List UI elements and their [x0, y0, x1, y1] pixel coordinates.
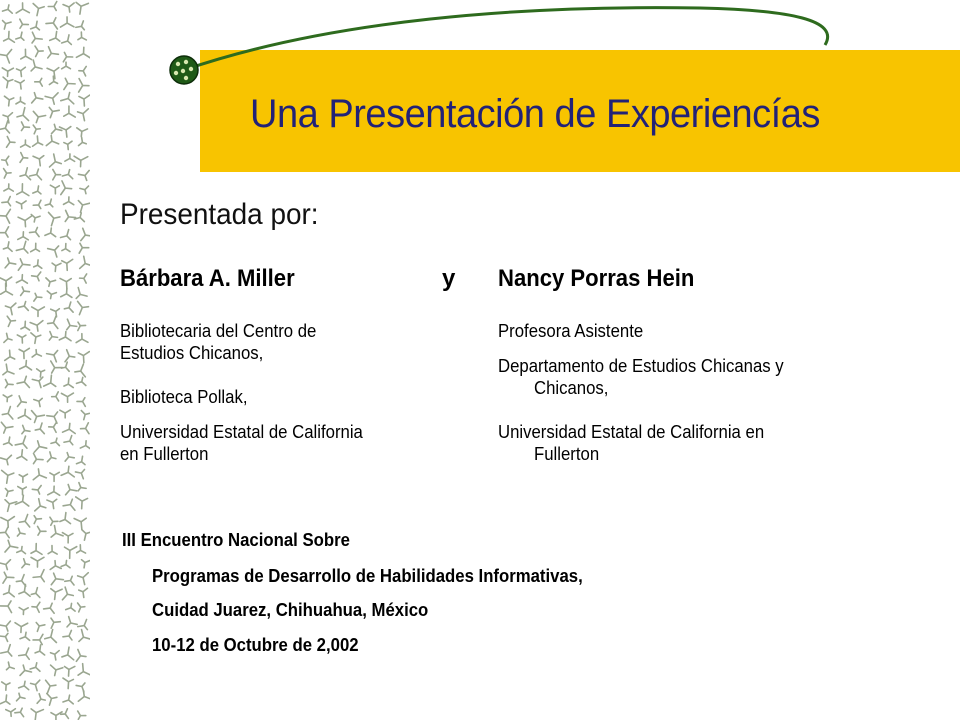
molecule-icon: [170, 56, 198, 84]
pattern-glyph: [62, 533, 73, 543]
pattern-glyph: [76, 334, 88, 343]
pattern-glyph: [2, 407, 13, 419]
pattern-glyph: [60, 127, 71, 138]
conjunction: y: [442, 265, 456, 292]
pattern-glyph: [5, 500, 17, 512]
pattern-glyph: [19, 648, 30, 659]
pattern-glyph: [61, 560, 70, 567]
pattern-glyph: [62, 244, 70, 252]
pattern-glyph: [20, 153, 28, 163]
pattern-glyph: [50, 154, 62, 167]
pattern-glyph: [82, 560, 90, 568]
pattern-glyph: [31, 680, 40, 691]
pattern-glyph: [61, 709, 69, 719]
pattern-glyph: [61, 181, 72, 195]
pattern-glyph: [6, 136, 14, 147]
pattern-glyph: [62, 259, 73, 270]
pattern-glyph: [18, 216, 31, 227]
pattern-glyph: [37, 369, 45, 377]
pattern-glyph: [63, 630, 72, 640]
pattern-glyph: [17, 376, 29, 387]
event-line: Programas de Desarrollo de Habilidades Informativas,: [152, 566, 583, 586]
presenter1-line: Estudios Chicanos,: [120, 343, 264, 363]
pattern-glyph: [51, 438, 59, 445]
pattern-glyph: [76, 497, 88, 509]
pattern-glyph: [30, 169, 42, 180]
pattern-glyph: [63, 678, 73, 688]
pattern-glyph: [78, 573, 89, 585]
pattern-glyph: [1, 455, 12, 464]
pattern-glyph: [32, 602, 40, 612]
pattern-glyph: [16, 201, 26, 209]
pattern-glyph: [2, 682, 10, 690]
pattern-glyph: [76, 288, 87, 299]
pattern-glyph: [22, 559, 30, 568]
pattern-glyph: [78, 352, 89, 363]
pattern-glyph: [5, 540, 18, 552]
pattern-glyph: [45, 199, 53, 207]
pattern-glyph: [19, 607, 28, 614]
pattern-glyph: [33, 125, 40, 134]
pattern-glyph: [52, 392, 59, 401]
pattern-glyph: [49, 212, 60, 225]
pattern-glyph: [38, 526, 46, 535]
pattern-glyph: [33, 200, 41, 208]
pattern-glyph: [76, 377, 85, 385]
pattern-glyph: [63, 499, 75, 510]
pattern-glyph: [17, 184, 29, 196]
pattern-glyph: [75, 364, 85, 377]
pattern-glyph: [63, 695, 73, 704]
presenter2-line: Departamento de Estudios Chicanas y: [498, 356, 784, 376]
pattern-glyph: [4, 169, 11, 178]
pattern-glyph: [50, 651, 59, 660]
pattern-glyph: [47, 693, 57, 705]
pattern-glyph: [44, 603, 55, 613]
pattern-glyph: [75, 469, 84, 478]
pattern-glyph: [49, 332, 57, 341]
pattern-glyph: [79, 137, 87, 145]
pattern-glyph: [60, 513, 71, 524]
pattern-glyph: [77, 128, 88, 137]
slide-title: Una Presentación de Experiencías: [250, 92, 820, 136]
pattern-glyph: [82, 530, 90, 540]
pattern-glyph: [33, 634, 43, 644]
pattern-glyph: [5, 258, 16, 268]
presenter1-line: Universidad Estatal de California: [120, 422, 363, 442]
pattern-glyph: [51, 361, 63, 373]
pattern-glyph: [1, 422, 13, 433]
pattern-glyph: [45, 228, 56, 237]
presenter2-line: Chicanos,: [534, 378, 609, 398]
pattern-glyph: [6, 709, 16, 717]
pattern-glyph: [59, 332, 71, 341]
pattern-glyph: [78, 201, 90, 213]
pattern-glyph: [1, 645, 12, 656]
pattern-glyph: [64, 378, 73, 388]
pattern-glyph: [35, 499, 46, 511]
pattern-glyph: [5, 379, 13, 387]
pattern-glyph: [34, 441, 46, 452]
pattern-glyph: [80, 441, 90, 449]
pattern-glyph: [33, 136, 43, 146]
pattern-glyph: [78, 711, 86, 719]
event-line: III Encuentro Nacional Sobre: [122, 530, 350, 550]
pattern-glyph: [34, 293, 42, 301]
pattern-glyph: [18, 409, 30, 419]
pattern-glyph: [78, 301, 89, 314]
pattern-glyph: [5, 350, 15, 360]
pattern-glyph: [7, 316, 15, 326]
pattern-glyph: [79, 588, 88, 597]
pattern-glyph: [16, 575, 25, 586]
pattern-glyph: [19, 348, 29, 358]
pattern-glyph: [16, 275, 27, 284]
pattern-glyph: [33, 156, 44, 166]
pattern-glyph: [62, 647, 74, 660]
pattern-glyph: [32, 377, 42, 388]
pattern-glyph: [35, 423, 44, 434]
pattern-glyph: [31, 333, 41, 343]
pattern-glyph: [78, 664, 90, 675]
pattern-glyph: [48, 486, 60, 495]
pattern-glyph: [51, 526, 63, 538]
pattern-glyph: [19, 474, 27, 482]
pattern-glyph: [64, 547, 76, 559]
pattern-glyph: [4, 184, 13, 191]
pattern-glyph: [15, 495, 28, 506]
pattern-glyph: [20, 168, 31, 180]
pattern-glyph: [33, 570, 44, 582]
pattern-glyph: [3, 395, 12, 402]
pattern-glyph: [50, 185, 59, 194]
pattern-glyph: [36, 622, 45, 631]
pattern-glyph: [21, 321, 30, 330]
pattern-glyph: [15, 623, 28, 633]
pattern-glyph: [19, 584, 30, 596]
pattern-glyph: [46, 135, 58, 145]
pattern-glyph: [32, 272, 41, 281]
pattern-glyph: [65, 350, 75, 362]
pattern-glyph: [21, 122, 29, 131]
pattern-glyph: [0, 209, 10, 223]
pattern-glyph: [18, 487, 27, 495]
pattern-glyph: [15, 708, 24, 716]
pattern-glyph: [30, 321, 43, 332]
pattern-glyph: [5, 303, 15, 315]
pattern-glyph: [61, 393, 73, 402]
pattern-glyph: [32, 307, 45, 316]
pattern-glyph: [31, 544, 42, 555]
pattern-glyph: [51, 309, 60, 317]
pattern-glyph: [4, 586, 15, 597]
event-line: Cuidad Juarez, Chihuahua, México: [152, 600, 429, 620]
pattern-glyph: [35, 645, 45, 655]
pattern-glyph: [31, 214, 40, 222]
pattern-glyph: [19, 514, 29, 526]
pattern-glyph: [47, 452, 55, 462]
pattern-glyph: [20, 361, 32, 370]
pattern-glyph: [77, 545, 86, 553]
pattern-glyph: [62, 170, 72, 179]
pattern-glyph: [32, 350, 41, 357]
pattern-glyph: [81, 228, 90, 240]
pattern-glyph: [48, 316, 58, 328]
pattern-glyph: [61, 466, 74, 477]
pattern-glyph: [78, 483, 86, 491]
pattern-glyph: [48, 246, 59, 257]
presented-by-label: Presentada por:: [120, 198, 319, 231]
pattern-glyph: [18, 396, 27, 407]
pattern-glyph: [31, 588, 40, 598]
pattern-glyph: [74, 156, 88, 166]
pattern-glyph: [30, 227, 40, 236]
pattern-glyph: [51, 712, 62, 720]
presenter2-name: Nancy Porras Hein: [498, 265, 695, 292]
pattern-glyph: [64, 141, 72, 149]
pattern-glyph: [31, 557, 44, 567]
presenter1-line: en Fullerton: [120, 444, 209, 464]
pattern-glyph: [52, 124, 62, 133]
pattern-glyph: [6, 662, 14, 670]
pattern-glyph: [60, 410, 70, 418]
pattern-glyph: [44, 375, 56, 386]
pattern-glyph: [66, 603, 75, 611]
pattern-glyph: [33, 186, 41, 194]
pattern-glyph: [34, 398, 42, 406]
pattern-glyph: [65, 576, 74, 585]
pattern-glyph: [46, 278, 56, 286]
pattern-glyph: [33, 469, 46, 480]
pattern-glyph: [48, 545, 57, 554]
pattern-glyph: [63, 197, 73, 205]
pattern-glyph: [79, 630, 90, 642]
pattern-glyph: [67, 617, 77, 627]
pattern-glyph: [64, 302, 73, 312]
pattern-glyph: [65, 154, 75, 161]
pattern-glyph: [78, 619, 88, 629]
pattern-glyph: [64, 436, 73, 445]
pattern-glyph: [63, 423, 76, 433]
pattern-glyph: [5, 488, 13, 496]
pattern-glyph: [21, 140, 31, 147]
pattern-glyph: [53, 169, 61, 179]
pattern-glyph: [32, 411, 45, 423]
pattern-glyph: [51, 618, 60, 628]
pattern-glyph: [74, 518, 86, 529]
pattern-glyph: [62, 587, 73, 600]
pattern-glyph: [37, 694, 45, 704]
pattern-glyph: [61, 362, 69, 371]
pattern-glyph: [33, 453, 43, 463]
pattern-glyph: [61, 289, 72, 298]
pattern-glyph: [3, 572, 14, 583]
pattern-glyph: [3, 364, 14, 375]
pattern-glyph: [2, 470, 14, 483]
presenter2-line: Profesora Asistente: [498, 321, 644, 341]
pattern-glyph: [32, 485, 41, 494]
pattern-glyph: [0, 227, 9, 237]
pattern-glyph: [4, 333, 12, 342]
pattern-glyph: [47, 291, 56, 299]
presenter1-line: Bibliotecaria del Centro de: [120, 321, 317, 341]
pattern-glyph: [3, 242, 12, 251]
pattern-glyph: [1, 517, 15, 528]
pattern-glyph: [2, 156, 9, 165]
pattern-glyph: [50, 472, 59, 481]
pattern-glyph: [17, 693, 26, 701]
pattern-glyph: [0, 621, 10, 631]
pattern-glyph: [18, 259, 30, 270]
pattern-glyph: [79, 243, 89, 253]
pattern-glyph: [78, 603, 85, 612]
pattern-glyph: [65, 666, 75, 676]
pattern-glyph: [2, 197, 11, 206]
pattern-glyph: [15, 436, 27, 448]
pattern-glyph: [80, 274, 87, 283]
pattern-glyph: [47, 412, 58, 423]
pattern-glyph: [81, 411, 89, 420]
pattern-glyph: [81, 423, 89, 434]
pattern-glyph: [17, 528, 25, 536]
pattern-glyph: [16, 241, 28, 253]
presenter1-line: Biblioteca Pollak,: [120, 387, 248, 407]
pattern-glyph: [0, 695, 10, 704]
pattern-glyph: [77, 398, 85, 407]
pattern-glyph: [66, 484, 77, 494]
pattern-glyph: [31, 709, 43, 720]
pattern-glyph: [76, 649, 86, 661]
pattern-glyph: [31, 243, 40, 251]
presenter2-line: Universidad Estatal de California en: [498, 422, 765, 442]
pattern-glyph: [67, 319, 77, 330]
event-line: 10-12 de Octubre de 2,002: [152, 635, 359, 655]
pattern-glyph: [34, 516, 41, 524]
pattern-glyph: [20, 665, 31, 675]
pattern-glyph: [80, 256, 90, 268]
pattern-glyph: [51, 589, 62, 600]
pattern-glyph: [17, 450, 27, 460]
pattern-glyph: [17, 335, 26, 343]
pattern-glyph: [60, 278, 71, 288]
pattern-glyph: [18, 302, 28, 311]
pattern-glyph: [50, 517, 58, 525]
pattern-glyph: [20, 632, 30, 640]
pattern-glyph: [0, 560, 10, 570]
pattern-glyph: [50, 561, 61, 570]
pattern-glyph: [18, 232, 29, 240]
pattern-glyph: [47, 499, 57, 508]
pattern-glyph: [78, 170, 89, 180]
pattern-glyph: [4, 437, 13, 445]
pattern-glyph: [76, 456, 85, 464]
pattern-glyph: [30, 663, 40, 671]
pattern-glyph: [65, 453, 74, 462]
pattern-glyph: [34, 260, 42, 268]
presenter1-name: Bárbara A. Miller: [120, 265, 295, 292]
pattern-glyph: [22, 425, 30, 433]
presenter2-line: Fullerton: [534, 444, 600, 464]
pattern-glyph: [78, 322, 86, 330]
pattern-glyph: [19, 681, 29, 689]
pattern-glyph: [47, 350, 58, 361]
pattern-glyph: [61, 230, 71, 240]
pattern-glyph: [45, 630, 57, 643]
pattern-glyph: [51, 665, 63, 676]
pattern-glyph: [51, 573, 63, 585]
pattern-glyph: [21, 287, 30, 296]
pattern-glyph: [46, 680, 56, 693]
pattern-glyph: [0, 601, 11, 613]
pattern-glyph: [78, 690, 90, 701]
pattern-glyph: [49, 422, 57, 432]
pattern-glyph: [52, 263, 61, 271]
pattern-glyph: [0, 633, 8, 641]
pattern-glyph: [0, 528, 9, 538]
pattern-glyph: [80, 186, 89, 194]
